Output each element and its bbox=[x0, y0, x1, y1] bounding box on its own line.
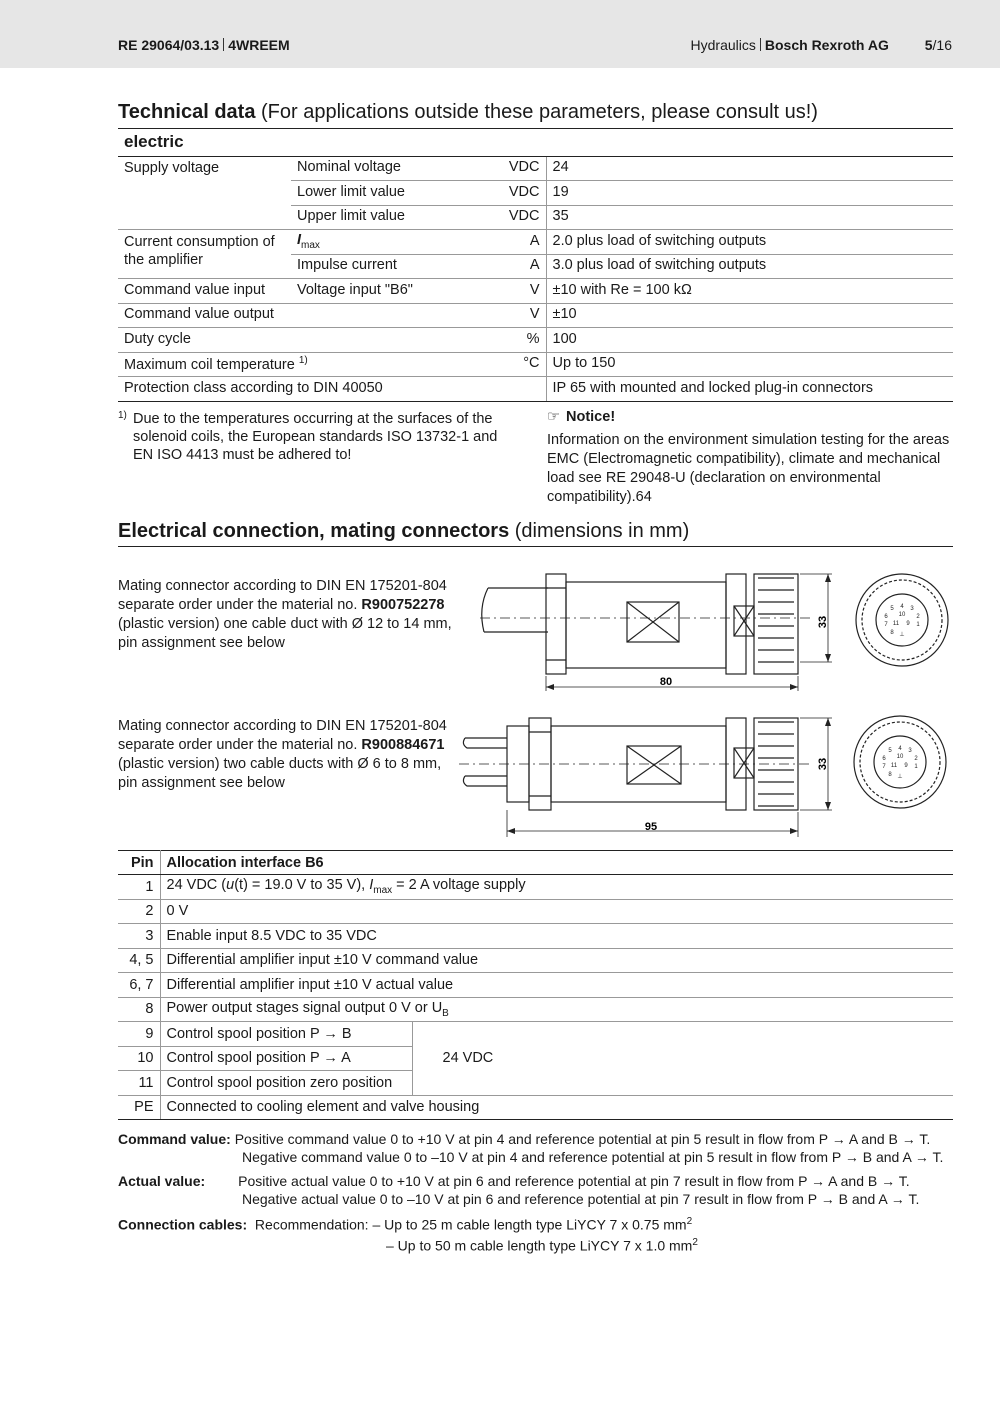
value-cell: 24 bbox=[546, 156, 953, 181]
table-row: 6, 7 Differential amplifier input ±10 V actual value bbox=[118, 973, 953, 998]
table-row: 8 Power output stages signal output 0 V or $U_B$ bbox=[118, 997, 953, 1022]
dimension-height-1: 33 bbox=[817, 615, 829, 629]
pin-label: 5 bbox=[890, 606, 894, 612]
table-row: 10 Control spool position P → A bbox=[118, 1046, 953, 1071]
pin-label: 6 bbox=[884, 614, 888, 620]
param-cell: Nominal voltage bbox=[291, 156, 501, 181]
pin-label: 9 bbox=[906, 621, 910, 627]
pointing-hand-icon: ☞ bbox=[547, 409, 560, 425]
unit-cell: A bbox=[501, 254, 546, 279]
notice-box: ☞ Notice! Information on the environment simulation testing for the areas EMC (Electromagnetic compatibility), climate and mechanical load see RE 29048-U (declaration on environmental compatibility).64 bbox=[547, 409, 950, 505]
pin-label: 1 bbox=[916, 622, 920, 628]
dimension-length-1: 80 bbox=[659, 676, 673, 688]
pin-label: 10 bbox=[898, 612, 906, 618]
pin-label: 3 bbox=[910, 606, 914, 612]
param-cell: Lower limit value bbox=[291, 181, 501, 206]
material-number-2: R900884671 bbox=[361, 737, 445, 753]
supply-voltage-label: Supply voltage bbox=[118, 156, 291, 230]
footnote: 1) Due to the temperatures occurring at the surfaces of the solenoid coils, the European standards ISO 13732-1 and EN ISO 4413 must be adhered to! bbox=[118, 410, 498, 463]
value-cell: 2.0 plus load of switching outputs bbox=[546, 230, 953, 255]
table-row: 1 24 VDC (u(t) = 19.0 V to 35 V), $I_{max} = 2$ A voltage supply bbox=[118, 875, 953, 900]
table-row: 11 Control spool position zero position bbox=[118, 1071, 953, 1096]
connector1-drawing bbox=[470, 566, 960, 698]
connector2-drawing bbox=[455, 712, 960, 842]
unit-cell: VDC bbox=[501, 205, 546, 230]
company-name: Bosch Rexroth AG bbox=[764, 37, 889, 53]
value-cell: IP 65 with mounted and locked plug-in connectors bbox=[546, 377, 953, 402]
header-pin: Pin bbox=[118, 851, 160, 875]
value-cell: Up to 150 bbox=[546, 352, 953, 377]
duty-cycle-label: Duty cycle bbox=[118, 328, 501, 353]
pin-label: 8 bbox=[890, 630, 894, 636]
pin-label: ⊥ bbox=[899, 632, 905, 638]
connector2-description: Mating connector according to DIN EN 175201-804 separate order under the material no. R900884671 (plastic version) two cable ducts with Ø 6 to 8 mm, pin assignment see below bbox=[118, 718, 447, 791]
pin-label: 7 bbox=[884, 622, 888, 628]
actual-value-note: Actual value: Positive actual value 0 to +10 V at pin 6 and reference potential at pin 7 result in flow from P → A and B → T. Negative actual value 0 to –10 V at pin 6 and reference potential at pin 7 result in flow from P → B and A → T. bbox=[118, 1173, 920, 1207]
pin-label: 3 bbox=[908, 748, 912, 754]
page-number: 5/16 bbox=[924, 37, 952, 53]
coil-temp-label: Maximum coil temperature $^{1)}$ bbox=[118, 352, 501, 377]
unit-cell: % bbox=[501, 328, 546, 353]
param-cell: Impulse current bbox=[291, 254, 501, 279]
pin-label: 10 bbox=[896, 754, 904, 760]
current-consumption-label: Current consumption of the amplifier bbox=[118, 230, 291, 279]
dimension-height-2: 33 bbox=[817, 757, 829, 771]
table-row: 4, 5 Differential amplifier input ±10 V command value bbox=[118, 948, 953, 973]
doc-id: RE 29064/03.13 bbox=[118, 37, 220, 53]
pin-label: 8 bbox=[888, 772, 892, 778]
param-cell: Upper limit value bbox=[291, 205, 501, 230]
unit-cell: A bbox=[501, 230, 546, 255]
unit-cell: V bbox=[501, 303, 546, 328]
value-cell: ±10 bbox=[546, 303, 953, 328]
pin-label: 9 bbox=[904, 763, 908, 769]
unit-cell: VDC bbox=[501, 156, 546, 181]
command-output-label: Command value output bbox=[118, 303, 501, 328]
pin-label: 7 bbox=[882, 764, 886, 770]
value-cell: 3.0 plus load of switching outputs bbox=[546, 254, 953, 279]
connection-cables-note: Connection cables: Recommendation: – Up to 25 m cable length type LiYCY 7 x 0.75 $mm^2$ – Up to 50 m cable length type LiYCY 7 x 1.0 $mm^2$ bbox=[118, 1216, 698, 1254]
connector1-description: Mating connector according to DIN EN 175201-804 separate order under the material no. R900752278 (plastic version) one cable duct with Ø 12 to 14 mm, pin assignment see below bbox=[118, 578, 452, 651]
table-row: 2 0 V bbox=[118, 899, 953, 924]
page-header bbox=[0, 0, 1000, 68]
pin-label: 11 bbox=[892, 621, 900, 627]
header-right bbox=[691, 37, 952, 53]
dimension-length-2: 95 bbox=[644, 821, 658, 833]
unit-cell: °C bbox=[501, 352, 546, 377]
product-name: 4WREEM bbox=[228, 37, 290, 53]
technical-data-heading: Technical data (For applications outside these parameters, please consult us!) bbox=[118, 101, 818, 123]
value-cell: 35 bbox=[546, 205, 953, 230]
technical-data-table bbox=[118, 129, 953, 402]
imax-param: $I_{max}$ bbox=[291, 230, 501, 255]
pin-label: 6 bbox=[882, 756, 886, 762]
param-cell: Voltage input "B6" bbox=[291, 279, 501, 304]
table-row: 3 Enable input 8.5 VDC to 35 VDC bbox=[118, 924, 953, 949]
protection-class-label: Protection class according to DIN 40050 bbox=[118, 377, 546, 402]
unit-cell: V bbox=[501, 279, 546, 304]
unit-cell: VDC bbox=[501, 181, 546, 206]
value-cell: ±10 with Re = 100 kΩ bbox=[546, 279, 953, 304]
pin-label: 2 bbox=[914, 756, 918, 762]
pin-label: 1 bbox=[914, 764, 918, 770]
pin-label: ⊥ bbox=[897, 774, 903, 780]
pin-allocation-table bbox=[118, 850, 953, 1120]
material-number-1: R900752278 bbox=[361, 597, 445, 613]
category-electric: electric bbox=[118, 129, 953, 156]
section-name: Hydraulics bbox=[690, 37, 756, 53]
pin-label: 2 bbox=[916, 614, 920, 620]
notice-text: Information on the environment simulation testing for the areas EMC (Electromagnetic compatibility), climate and mechanical load see RE 29048-U (declaration on environmental compatibility).64 bbox=[547, 432, 950, 505]
electrical-connection-heading: Electrical connection, mating connectors (dimensions in mm) bbox=[118, 520, 690, 542]
pin-label: 4 bbox=[898, 746, 902, 752]
command-value-note: Command value: Positive command value 0 to +10 V at pin 4 and reference potential at pin 5 result in flow from P → A and B → T. Negative command value 0 to –10 V at pin 4 and reference potential at pin 5 result in flow from P → B and A → T. bbox=[118, 1131, 944, 1165]
group-value-24vdc: 24 VDC bbox=[412, 1022, 953, 1096]
table-row: PE Connected to cooling element and valve housing bbox=[118, 1095, 953, 1120]
pin-label: 4 bbox=[900, 604, 904, 610]
header-allocation: Allocation interface B6 bbox=[160, 851, 953, 875]
value-cell: 19 bbox=[546, 181, 953, 206]
command-input-label: Command value input bbox=[118, 279, 291, 304]
value-cell: 100 bbox=[546, 328, 953, 353]
pin-label: 11 bbox=[890, 763, 898, 769]
pin-label: 5 bbox=[888, 748, 892, 754]
header-doc-id bbox=[118, 37, 290, 53]
table-row: 9 Control spool position P → B 24 VDC bbox=[118, 1022, 953, 1047]
